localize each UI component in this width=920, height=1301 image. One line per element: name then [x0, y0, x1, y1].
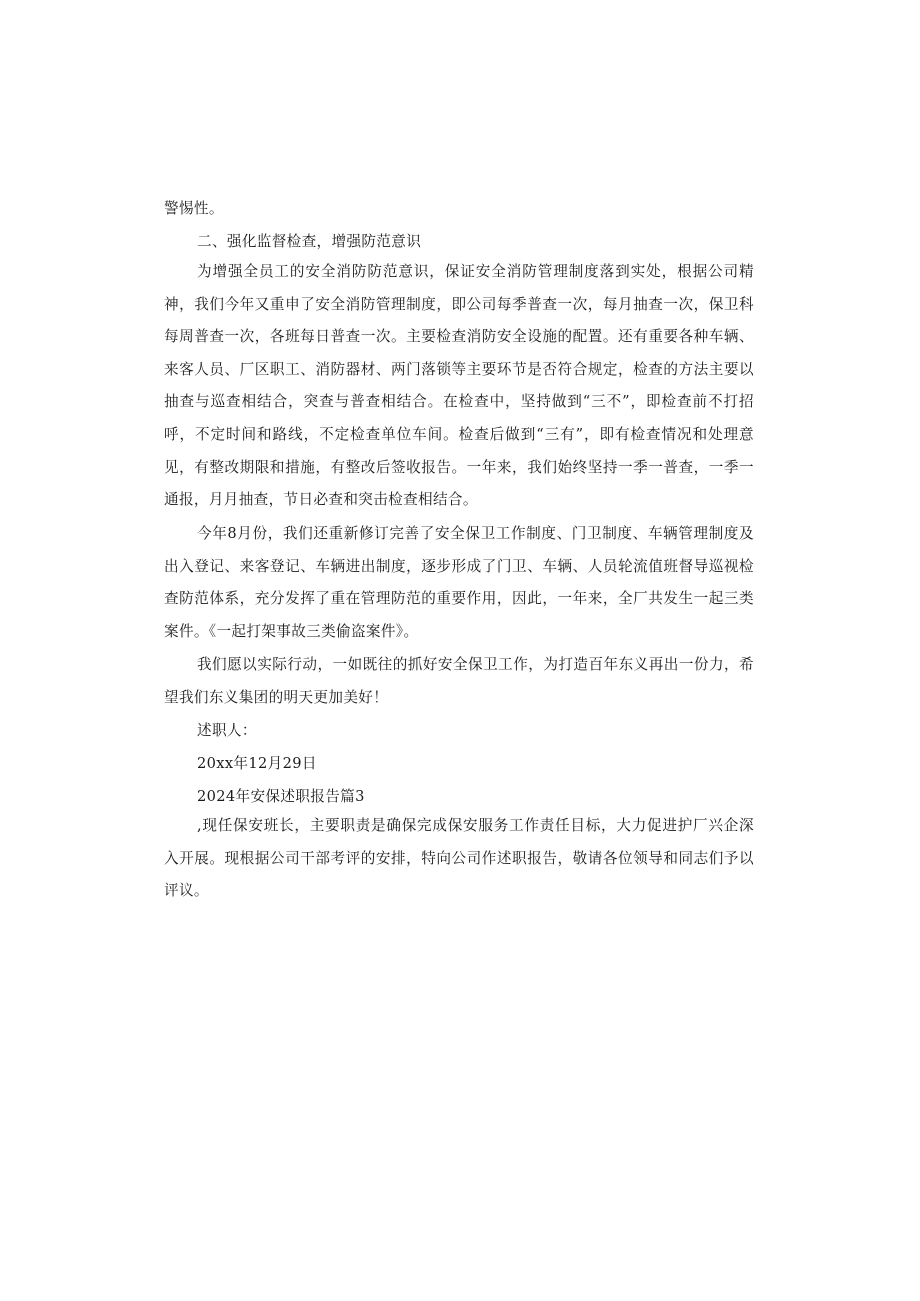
paragraph-regulations: 今年8月份，我们还重新修订完善了安全保卫工作制度、门卫制度、车辆管理制度及出入登记、来客登记、车辆进出制度，逐步形成了门卫、车辆、人员轮流值班督导巡视检查防范体系，充分发挥了重在管理防范的重要作用，因此，一年来，全厂共发生一起三类案件。《一起打架事故三类偷盗案件》。: [164, 525, 754, 640]
signature-label: 述职人：: [197, 722, 257, 739]
paragraph-closing: 我们愿以实际行动，一如既往的抓好安全保卫工作，为打造百年东义再出一份力，希望我们东义集团的明天更加美好！: [164, 656, 754, 706]
paragraph-continuation: 警惕性。: [164, 200, 224, 217]
paragraph-intro: ,现任保安班长，主要职责是确保完成保安服务工作责任目标，大力促进护厂兴企深入开展。现根据公司干部考评的安排，特向公司作述职报告，敬请各位领导和同志们予以评议。: [164, 817, 754, 900]
report-date: 20xx年12月29日: [197, 755, 317, 772]
section-heading: 二、强化监督检查，增强防范意识: [197, 233, 422, 250]
paragraph-inspection: 为增强全员工的安全消防防范意识，保证安全消防管理制度落到实处，根据公司精神，我们今年又重申了安全消防管理制度，即公司每季普查一次，每月抽查一次，保卫科每周普查一次，各班每日普查一次。主要检查消防安全设施的配置。还有重要各种车辆、来客人员、厂区职工、消防器材、两门落锁等主要环节是否符合规定，检查的方法主要以抽查与巡查相结合，突查与普查相结合。在检查中，坚持做到“三不”，即检查前不打招呼，不定时间和路线，不定检查单位车间。检查后做到“三有”，即有检查情况和处理意见，有整改期限和措施，有整改后签收报告。一年来，我们始终坚持一季一普查，一季一通报，月月抽查，节日必查和突击检查相结合。: [164, 263, 754, 509]
report-title: 2024年安保述职报告篇3: [197, 788, 365, 805]
